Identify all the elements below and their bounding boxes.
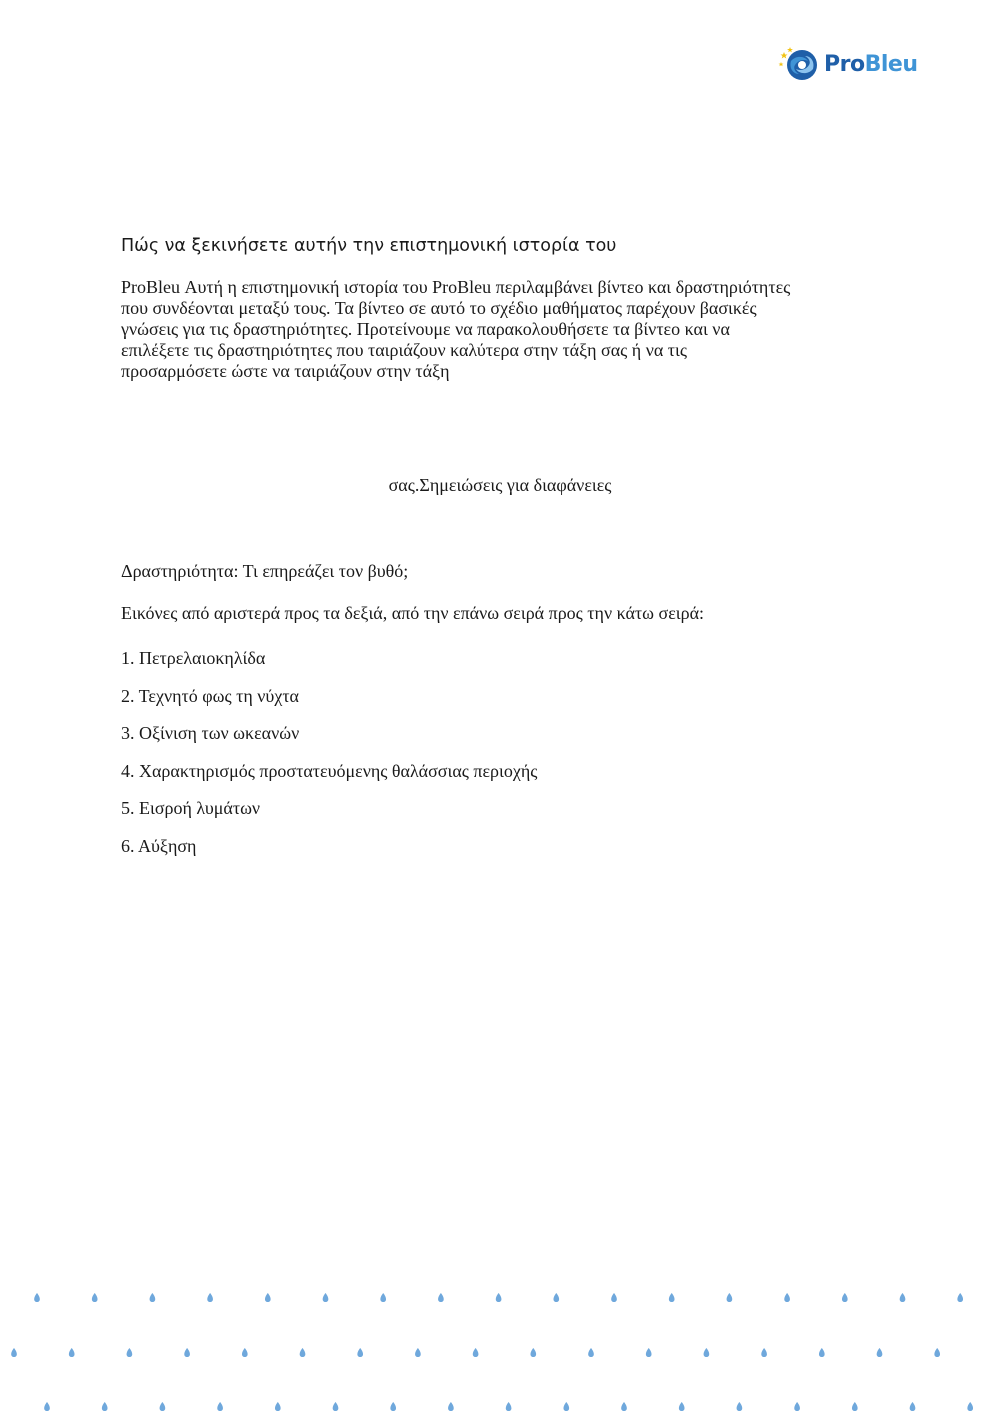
intro-paragraph xyxy=(121,277,881,382)
water-drop-icon xyxy=(506,1402,512,1411)
activity-title: Δραστηριότητα: Τι επηρεάζει τον βυθό; xyxy=(121,561,409,581)
water-drop-icon xyxy=(761,1348,767,1357)
water-drop-icon xyxy=(967,1402,973,1411)
list-item: 1. Πετρελαιοκηλίδα xyxy=(121,648,266,668)
list-item: 5. Εισροή λυμάτων xyxy=(121,798,261,819)
intro-line: επιλέξετε τις δραστηριότητες που ταιριάζουν καλύτερα στην τάξη σας ή να τις xyxy=(121,340,687,360)
logo-wordmark xyxy=(824,54,918,76)
water-drop-icon xyxy=(380,1293,386,1302)
images-intro: Εικόνες από αριστερά προς τα δεξιά, από την επάνω σειρά προς την κάτω σειρά: xyxy=(121,603,705,623)
list-item: 3. Οξίνιση των ωκεανών xyxy=(121,723,300,744)
water-drop-icon xyxy=(727,1293,733,1302)
image-list xyxy=(121,647,537,873)
water-drop-icon xyxy=(127,1348,133,1357)
water-drop-icon xyxy=(611,1293,617,1302)
water-drop-icon xyxy=(357,1348,363,1357)
intro-line: γνώσεις για τις δραστηριότητες. Προτείνουμε να παρακολουθήσετε τα βίντεο και να xyxy=(121,319,730,339)
water-drop-icon xyxy=(877,1348,883,1357)
document-heading: Πώς να ξεκινήσετε αυτήν την επιστημονική ιστορία του xyxy=(121,236,617,256)
water-drop-icon xyxy=(852,1402,858,1411)
water-drop-icon xyxy=(794,1402,800,1411)
water-drop-icon xyxy=(102,1402,108,1411)
water-drop-icon xyxy=(819,1348,825,1357)
water-drop-icon xyxy=(646,1348,652,1357)
water-drop-icon xyxy=(448,1402,454,1411)
water-drop-icon xyxy=(92,1293,98,1302)
intro-line: προσαρμόσετε ώστε να ταιριάζουν στην τάξη xyxy=(121,361,450,381)
water-drop-icon xyxy=(900,1293,906,1302)
water-drop-icon xyxy=(44,1402,50,1411)
list-item: 6. Αύξηση xyxy=(121,835,197,856)
water-drop-icon xyxy=(473,1348,479,1357)
water-drop-icon xyxy=(207,1293,213,1302)
intro-line: που συνδέονται μεταξύ τους. Τα βίντεο σε αυτό το σχέδιο μαθήματος παρέχουν βασικές xyxy=(121,298,757,318)
water-drop-icon xyxy=(265,1293,271,1302)
list-item: 2. Τεχνητό φως τη νύχτα xyxy=(121,685,299,706)
water-drop-icon xyxy=(530,1348,536,1357)
water-drop-icon xyxy=(217,1402,223,1411)
water-drop-icon xyxy=(184,1348,190,1357)
logo-text-bleu: Bleu xyxy=(864,52,918,77)
water-drop-icon xyxy=(69,1348,75,1357)
notes-title: σας.Σημειώσεις για διαφάνειες xyxy=(388,475,612,495)
water-drop-icon xyxy=(438,1293,444,1302)
list-item: 4. Χαρακτηρισμός προστατευόμενης θαλάσσιας περιοχής xyxy=(121,760,538,781)
water-drop-icon xyxy=(390,1402,396,1411)
water-drop-icon xyxy=(910,1402,916,1411)
water-drop-icon xyxy=(242,1348,248,1357)
water-drop-icon xyxy=(160,1402,166,1411)
water-drop-icon xyxy=(553,1293,559,1302)
water-drop-pattern xyxy=(0,1280,1000,1415)
water-drop-icon xyxy=(323,1293,329,1302)
water-drop-icon xyxy=(842,1293,848,1302)
water-drop-icon xyxy=(957,1293,963,1302)
water-drop-icon xyxy=(496,1293,502,1302)
water-drop-icon xyxy=(275,1402,281,1411)
water-drop-icon xyxy=(34,1293,40,1302)
water-drop-icon xyxy=(679,1402,685,1411)
water-drop-icon xyxy=(621,1402,627,1411)
logo-text-pro: Pro xyxy=(824,52,865,77)
water-drop-icon xyxy=(300,1348,306,1357)
water-drop-icon xyxy=(588,1348,594,1357)
water-drop-icon xyxy=(669,1293,675,1302)
water-drop-icon xyxy=(784,1293,790,1302)
water-drop-icon xyxy=(704,1348,710,1357)
water-drop-icon xyxy=(737,1402,743,1411)
probleu-logo-icon xyxy=(778,44,822,86)
probleu-logo xyxy=(778,44,923,86)
intro-line: ProBleu Αυτή η επιστημονική ιστορία του ProBleu περιλαμβάνει βίντεο και δραστηριότητες xyxy=(121,277,791,297)
water-drop-icon xyxy=(415,1348,421,1357)
water-drop-icon xyxy=(333,1402,339,1411)
water-drop-icon xyxy=(934,1348,940,1357)
water-drop-icon xyxy=(11,1348,17,1357)
water-drop-icon xyxy=(563,1402,569,1411)
water-drop-icon xyxy=(150,1293,156,1302)
